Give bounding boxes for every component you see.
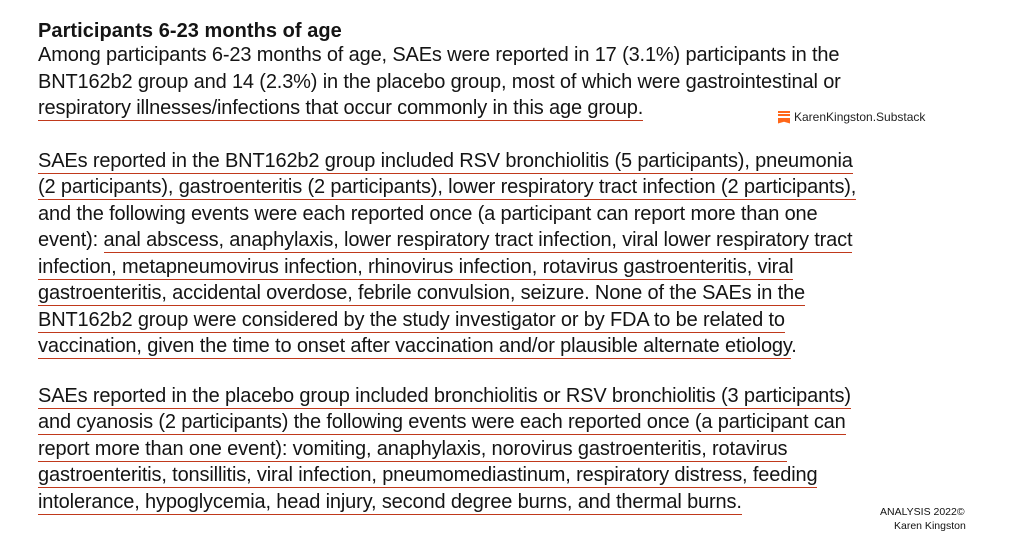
underlined-text: anal abscess, anaphylaxis, lower respiratory tract infection, viral lower respiratory tract <box>103 229 853 251</box>
underlined-text: SAEs reported in the BNT162b2 group included RSV bronchiolitis (5 participants), pneumonia <box>38 149 853 172</box>
text-segment: event): <box>38 229 104 251</box>
text-line-wrap <box>38 383 1008 410</box>
text-line: Among participants 6-23 months of age, SAEs were reported in 17 (3.1%) participants in the <box>38 44 840 66</box>
text-line-wrap <box>38 174 1008 201</box>
text-line-wrap <box>38 436 1008 463</box>
document-body <box>38 20 1008 515</box>
text-line-wrap <box>38 307 1008 334</box>
text-line-wrap <box>38 489 1008 516</box>
underlined-text: gastroenteritis, accidental overdose, febrile convulsion, seizure. None of the SAEs in the <box>38 282 805 304</box>
underlined-text: and cyanosis (2 participants) the following events were each reported once (a participant can <box>38 411 846 433</box>
underlined-text: gastroenteritis, tonsillitis, viral infection, pneumomediastinum, respiratory distress, feeding <box>38 464 818 486</box>
text-line-wrap <box>38 254 1008 281</box>
text-line-wrap <box>38 227 1008 254</box>
underlined-text: infection, metapneumovirus infection, rhinovirus infection, rotavirus gastroenteritis, viral <box>38 255 794 278</box>
substack-watermark <box>778 110 925 124</box>
section-heading: Participants 6-23 months of age <box>38 20 342 42</box>
credit-line-2: Karen Kingston <box>894 520 966 532</box>
text-line-wrap <box>38 280 1008 307</box>
text-line-wrap <box>38 462 1008 489</box>
text-line-wrap <box>38 333 1008 360</box>
text-line: BNT162b2 group and 14 (2.3%) in the placebo group, most of which were gastrointestinal or <box>38 70 841 93</box>
text-line-wrap <box>38 148 1008 175</box>
analysis-credit <box>880 505 966 533</box>
underlined-text: report more than one event): vomiting, anaphylaxis, norovirus gastroenteritis, rotavirus <box>38 437 788 460</box>
watermark-text: KarenKingston.Substack <box>794 110 926 124</box>
credit-line-1: ANALYSIS 2022© <box>880 506 965 518</box>
underlined-text: BNT162b2 group were considered by the study investigator or by FDA to be related to <box>38 308 785 331</box>
substack-icon <box>778 111 790 124</box>
text-line: and the following events were each reported once (a participant can report more than one <box>38 202 818 225</box>
underlined-text: SAEs reported in the placebo group included bronchiolitis or RSV bronchiolitis (3 participants) <box>38 384 851 407</box>
underlined-text: intolerance, hypoglycemia, head injury, second degree burns, and thermal burns. <box>38 490 742 513</box>
underlined-text: (2 participants), gastroenteritis (2 participants), lower respiratory tract infection (2 participants), <box>38 176 857 198</box>
paragraph-bnt162b2-saes <box>38 148 1008 360</box>
paragraph-placebo-saes <box>38 383 1008 516</box>
underlined-text: respiratory illnesses/infections that occur commonly in this age group. <box>38 97 644 119</box>
underlined-text: vaccination, given the time to onset after vaccination and/or plausible alternate etiology <box>38 335 792 357</box>
text-segment: . <box>791 335 797 357</box>
text-line-wrap <box>38 409 1008 436</box>
